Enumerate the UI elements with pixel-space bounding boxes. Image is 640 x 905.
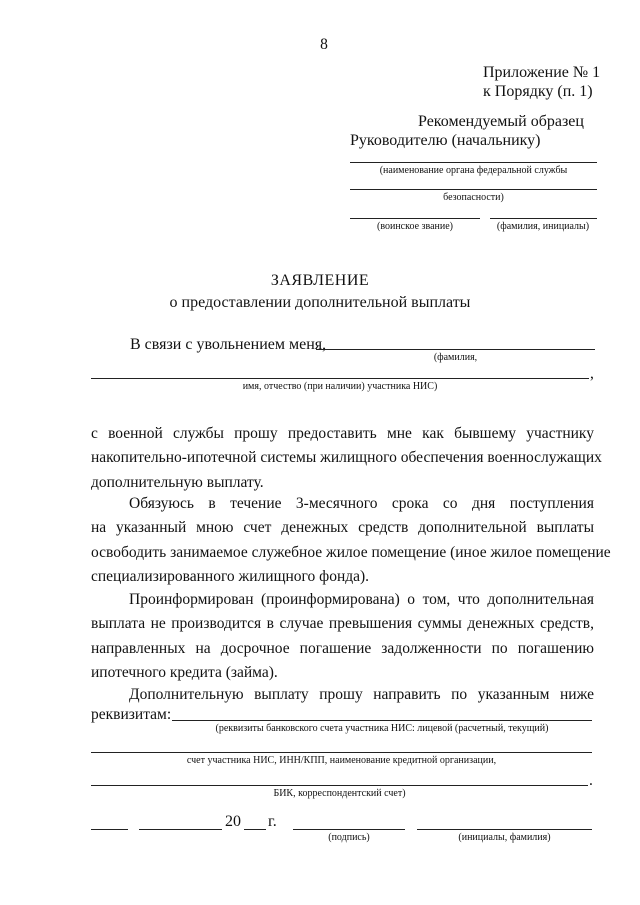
organ-name-caption-1: (наименование органа федеральной службы [379, 165, 568, 176]
name-initials-line [490, 218, 597, 219]
requisites-line-3 [91, 785, 588, 786]
paragraph-line: специализированного жилищного фонда). [91, 567, 370, 585]
fullname-caption: имя, отчество (при наличии) участника НИС) [242, 381, 438, 392]
appendix-reference: к Порядку (п. 1) [483, 83, 593, 100]
appendix-label: Приложение № 1 [483, 64, 601, 81]
organ-name-line-1 [350, 162, 597, 163]
signature-line [293, 829, 405, 830]
paragraph-line: освободить занимаемое служебное жилое помещение (иное жилое помещение [91, 543, 611, 561]
paragraph-line: направленных на досрочное погашение задолженности по погашению [91, 639, 594, 657]
recommended-sample-label: Рекомендуемый образец [418, 113, 584, 130]
name-initials-caption: (фамилия, инициалы) [496, 221, 590, 232]
rank-line [350, 218, 480, 219]
day-line [91, 829, 128, 830]
fullname-comma: , [590, 365, 594, 382]
initials-line [417, 829, 592, 830]
document-title: ЗАЯВЛЕНИЕ [270, 272, 370, 289]
paragraph-line: на указанный мною счет денежных средств дополнительной выплаты [91, 519, 594, 537]
year-line [244, 829, 266, 830]
requisites-line-1 [172, 720, 592, 721]
rank-caption: (воинское звание) [377, 221, 453, 232]
document-subtitle: о предоставлении дополнительной выплаты [169, 294, 471, 311]
initials-caption: (инициалы, фамилия) [458, 832, 551, 843]
surname-caption: (фамилия, [433, 352, 478, 363]
requisites-dot: . [589, 772, 593, 789]
requisites-caption-3: БИК, корреспондентский счет) [273, 788, 406, 799]
paragraph-line: дополнительную выплату. [91, 473, 264, 491]
requisites-caption-1: (реквизиты банковского счета участника НИС: лицевой (расчетный, текущий) [215, 723, 549, 734]
month-line [139, 829, 222, 830]
paragraph-line: Дополнительную выплату прошу направить по указанным ниже [129, 686, 594, 703]
paragraph-request [91, 422, 602, 495]
paragraph-line: Проинформирован (проинформирована) о том, что дополнительная [129, 591, 594, 608]
year-prefix: 20 [225, 813, 241, 830]
paragraph-line: ипотечного кредита (займа). [91, 663, 278, 681]
requisites-line-2 [91, 752, 592, 753]
paragraph-payment [91, 683, 594, 707]
requisites-caption-2: счет участника НИС, ИНН/КПП, наименование кредитной организации, [186, 755, 497, 766]
organ-name-caption-2: безопасности) [443, 192, 504, 203]
page-number: 8 [320, 36, 328, 53]
fullname-line [91, 378, 589, 379]
addressee-label: Руководителю (начальнику) [350, 132, 541, 149]
signature-caption: (подпись) [328, 832, 370, 843]
paragraph-obligation [91, 492, 611, 589]
paragraph-line: накопительно-ипотечной системы жилищного обеспечения военнослужащих [91, 449, 602, 467]
paragraph-line: Обязуюсь в течение 3-месячного срока со дня поступления [129, 495, 594, 512]
requisites-label: реквизитам: [91, 706, 172, 723]
year-suffix: г. [268, 813, 277, 830]
paragraph-informed [91, 588, 594, 685]
paragraph-line: выплата не производится в случае превышения суммы денежных средств, [91, 615, 594, 633]
intro-text: В связи с увольнением меня, [130, 336, 327, 353]
organ-name-line-2 [350, 189, 597, 190]
surname-line [316, 349, 595, 350]
paragraph-line: с военной службы прошу предоставить мне как бывшему участнику [91, 425, 594, 442]
